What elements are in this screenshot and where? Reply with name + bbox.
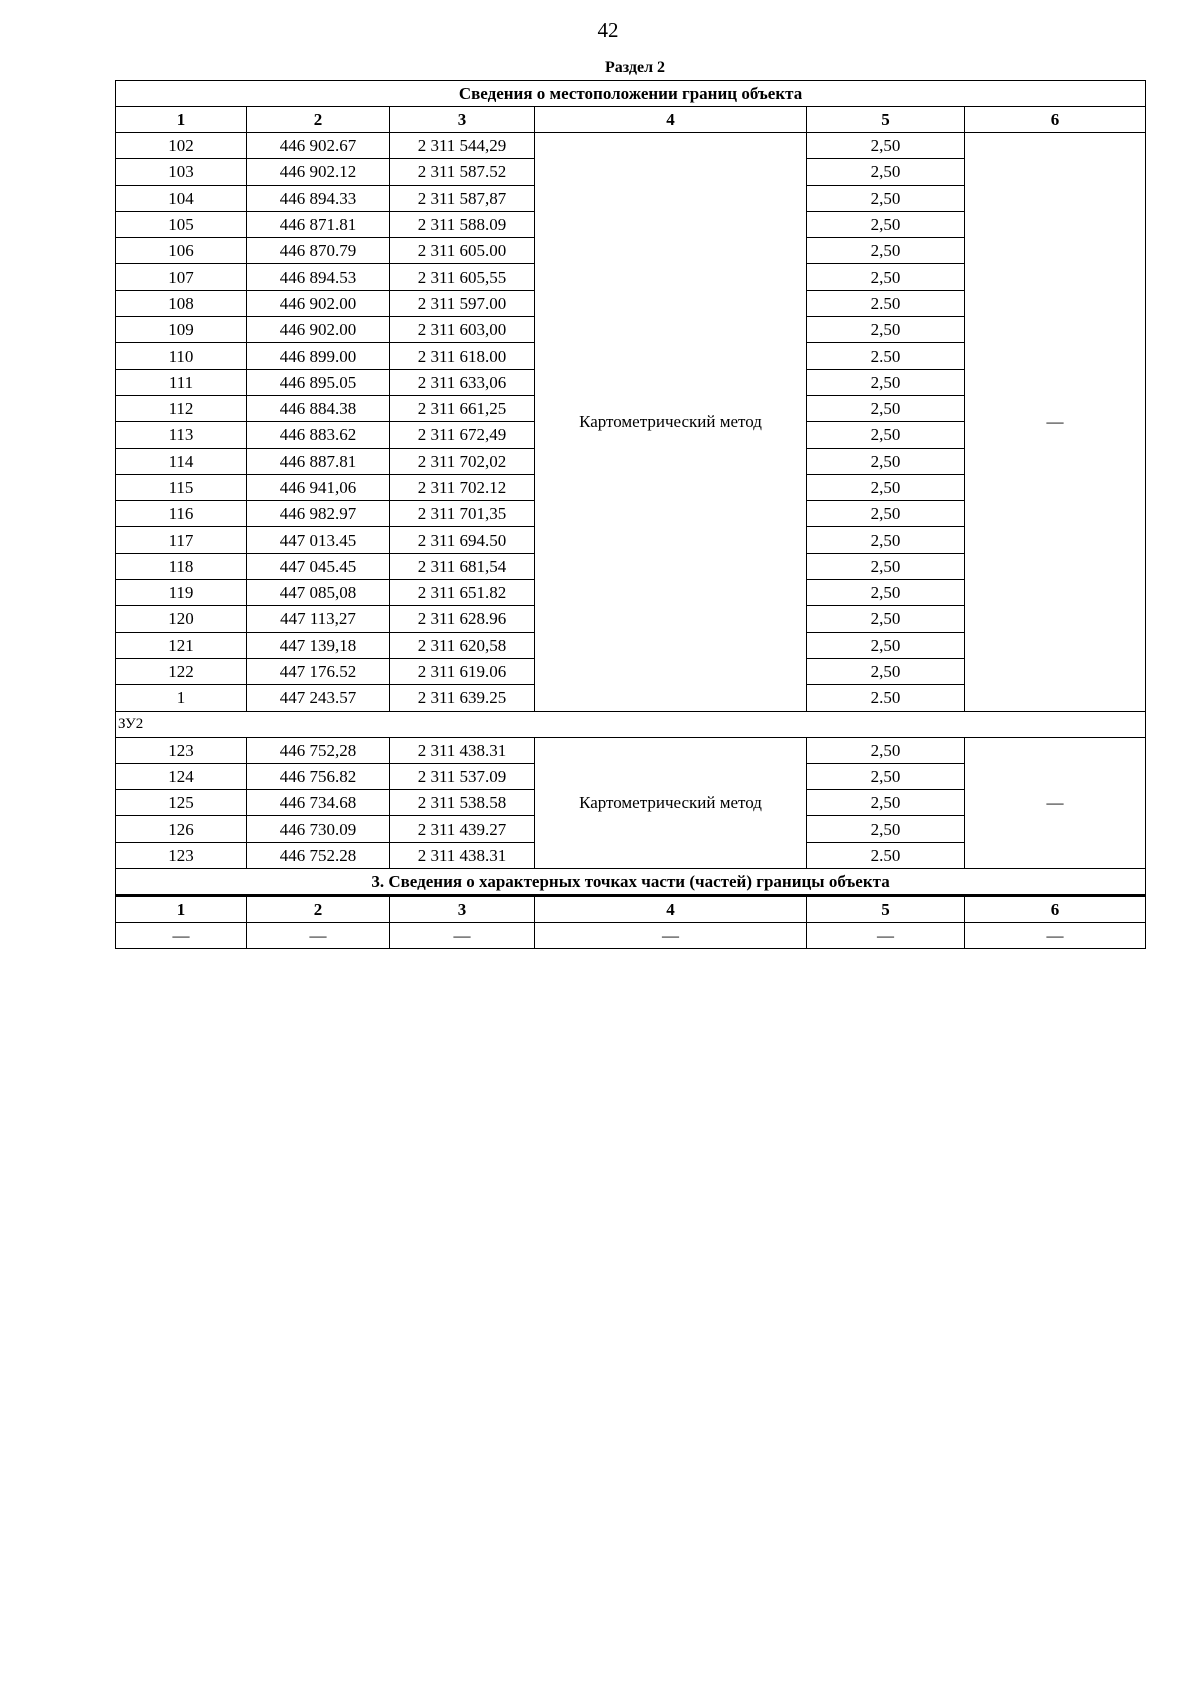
y-coordinate-cell: 2 311 620,58 <box>390 632 535 658</box>
accuracy-cell: 2,50 <box>807 474 965 500</box>
y-coordinate-cell: 2 311 702.12 <box>390 474 535 500</box>
accuracy-cell: 2,50 <box>807 317 965 343</box>
y-coordinate-cell: 2 311 597.00 <box>390 290 535 316</box>
point-number-cell: 112 <box>116 395 247 421</box>
method-cell: Картометрический метод <box>535 737 807 868</box>
x-coordinate-cell: 446 982.97 <box>247 501 390 527</box>
empty-cell: — <box>247 923 390 949</box>
x-coordinate-cell: 447 085,08 <box>247 580 390 606</box>
column-number: 4 <box>535 896 807 923</box>
point-number-cell: 116 <box>116 501 247 527</box>
point-number-cell: 1 <box>116 685 247 711</box>
point-number-cell: 122 <box>116 658 247 684</box>
section-title: Раздел 2 <box>604 59 666 76</box>
y-coordinate-cell: 2 311 587,87 <box>390 185 535 211</box>
x-coordinate-cell: 446 871.81 <box>247 211 390 237</box>
y-coordinate-cell: 2 311 681,54 <box>390 553 535 579</box>
y-coordinate-cell: 2 311 661,25 <box>390 395 535 421</box>
y-coordinate-cell: 2 311 702,02 <box>390 448 535 474</box>
accuracy-cell: 2,50 <box>807 553 965 579</box>
column-number: 6 <box>965 896 1146 923</box>
column-number-row <box>116 107 1146 133</box>
y-coordinate-cell: 2 311 538.58 <box>390 790 535 816</box>
y-coordinate-cell: 2 311 672,49 <box>390 422 535 448</box>
column-number: 1 <box>116 107 247 133</box>
point-number-cell: 121 <box>116 632 247 658</box>
empty-cell: — <box>116 923 247 949</box>
point-number-cell: 118 <box>116 553 247 579</box>
x-coordinate-cell: 446 895.05 <box>247 369 390 395</box>
x-coordinate-cell: 446 941,06 <box>247 474 390 500</box>
section3-caption-row <box>116 869 1146 896</box>
section3-caption: 3. Сведения о характерных точках части (частей) границы объекта <box>116 869 1146 896</box>
accuracy-cell: 2,50 <box>807 369 965 395</box>
point-number-cell: 113 <box>116 422 247 448</box>
point-number-cell: 106 <box>116 238 247 264</box>
accuracy-cell: 2,50 <box>807 395 965 421</box>
accuracy-cell: 2,50 <box>807 238 965 264</box>
accuracy-cell: 2,50 <box>807 790 965 816</box>
point-number-cell: 111 <box>116 369 247 395</box>
y-coordinate-cell: 2 311 544,29 <box>390 133 535 159</box>
accuracy-cell: 2,50 <box>807 448 965 474</box>
accuracy-cell: 2,50 <box>807 422 965 448</box>
x-coordinate-cell: 447 045.45 <box>247 553 390 579</box>
caption-row <box>116 81 1146 107</box>
accuracy-cell: 2,50 <box>807 580 965 606</box>
x-coordinate-cell: 446 902.00 <box>247 290 390 316</box>
x-coordinate-cell: 446 902.67 <box>247 133 390 159</box>
y-coordinate-cell: 2 311 605.00 <box>390 238 535 264</box>
y-coordinate-cell: 2 311 628.96 <box>390 606 535 632</box>
method-cell: Картометрический метод <box>535 133 807 712</box>
accuracy-cell: 2,50 <box>807 264 965 290</box>
point-number-cell: 125 <box>116 790 247 816</box>
boundary-table <box>115 80 1146 949</box>
point-number-cell: 109 <box>116 317 247 343</box>
x-coordinate-cell: 446 870.79 <box>247 238 390 264</box>
accuracy-cell: 2,50 <box>807 159 965 185</box>
point-number-cell: 126 <box>116 816 247 842</box>
accuracy-cell: 2,50 <box>807 133 965 159</box>
description-cell: — <box>965 737 1146 868</box>
y-coordinate-cell: 2 311 639.25 <box>390 685 535 711</box>
point-number-cell: 108 <box>116 290 247 316</box>
y-coordinate-cell: 2 311 439.27 <box>390 816 535 842</box>
x-coordinate-cell: 447 243.57 <box>247 685 390 711</box>
y-coordinate-cell: 2 311 633,06 <box>390 369 535 395</box>
empty-cell: — <box>965 923 1146 949</box>
column-number: 6 <box>965 107 1146 133</box>
x-coordinate-cell: 446 884.38 <box>247 395 390 421</box>
x-coordinate-cell: 446 752.28 <box>247 842 390 868</box>
table-row <box>116 737 1146 763</box>
point-number-cell: 117 <box>116 527 247 553</box>
empty-cell: — <box>535 923 807 949</box>
page-number: 42 <box>597 18 619 42</box>
point-number-cell: 123 <box>116 842 247 868</box>
point-number-cell: 124 <box>116 763 247 789</box>
empty-cell: — <box>807 923 965 949</box>
group-label: ЗУ2 <box>116 711 1146 737</box>
y-coordinate-cell: 2 311 651.82 <box>390 580 535 606</box>
accuracy-cell: 2,50 <box>807 211 965 237</box>
point-number-cell: 120 <box>116 606 247 632</box>
x-coordinate-cell: 446 902.12 <box>247 159 390 185</box>
x-coordinate-cell: 446 894.53 <box>247 264 390 290</box>
accuracy-cell: 2.50 <box>807 343 965 369</box>
x-coordinate-cell: 447 013.45 <box>247 527 390 553</box>
point-number-cell: 107 <box>116 264 247 290</box>
accuracy-cell: 2,50 <box>807 527 965 553</box>
accuracy-cell: 2,50 <box>807 816 965 842</box>
x-coordinate-cell: 446 883.62 <box>247 422 390 448</box>
y-coordinate-cell: 2 311 701,35 <box>390 501 535 527</box>
y-coordinate-cell: 2 311 438.31 <box>390 842 535 868</box>
accuracy-cell: 2,50 <box>807 606 965 632</box>
point-number-cell: 110 <box>116 343 247 369</box>
x-coordinate-cell: 446 899.00 <box>247 343 390 369</box>
accuracy-cell: 2,50 <box>807 185 965 211</box>
point-number-cell: 123 <box>116 737 247 763</box>
y-coordinate-cell: 2 311 694.50 <box>390 527 535 553</box>
y-coordinate-cell: 2 311 438.31 <box>390 737 535 763</box>
point-number-cell: 114 <box>116 448 247 474</box>
y-coordinate-cell: 2 311 587.52 <box>390 159 535 185</box>
point-number-cell: 119 <box>116 580 247 606</box>
column-number: 2 <box>247 107 390 133</box>
x-coordinate-cell: 446 902.00 <box>247 317 390 343</box>
x-coordinate-cell: 446 887.81 <box>247 448 390 474</box>
group-row <box>116 711 1146 737</box>
column-number: 3 <box>390 896 535 923</box>
table-row <box>116 923 1146 949</box>
description-cell: — <box>965 133 1146 712</box>
column-number: 1 <box>116 896 247 923</box>
point-number-cell: 115 <box>116 474 247 500</box>
empty-cell: — <box>390 923 535 949</box>
column-number: 3 <box>390 107 535 133</box>
accuracy-cell: 2,50 <box>807 763 965 789</box>
column-number: 2 <box>247 896 390 923</box>
column-number: 5 <box>807 107 965 133</box>
x-coordinate-cell: 447 176.52 <box>247 658 390 684</box>
y-coordinate-cell: 2 311 603,00 <box>390 317 535 343</box>
y-coordinate-cell: 2 311 619.06 <box>390 658 535 684</box>
column-number: 5 <box>807 896 965 923</box>
x-coordinate-cell: 446 730.09 <box>247 816 390 842</box>
x-coordinate-cell: 446 752,28 <box>247 737 390 763</box>
accuracy-cell: 2,50 <box>807 501 965 527</box>
table-body <box>116 81 1146 949</box>
x-coordinate-cell: 447 139,18 <box>247 632 390 658</box>
column-number-row <box>116 896 1146 923</box>
point-number-cell: 102 <box>116 133 247 159</box>
column-number: 4 <box>535 107 807 133</box>
accuracy-cell: 2,50 <box>807 632 965 658</box>
x-coordinate-cell: 447 113,27 <box>247 606 390 632</box>
accuracy-cell: 2.50 <box>807 290 965 316</box>
accuracy-cell: 2.50 <box>807 685 965 711</box>
x-coordinate-cell: 446 894.33 <box>247 185 390 211</box>
x-coordinate-cell: 446 756.82 <box>247 763 390 789</box>
y-coordinate-cell: 2 311 588.09 <box>390 211 535 237</box>
accuracy-cell: 2,50 <box>807 658 965 684</box>
point-number-cell: 103 <box>116 159 247 185</box>
accuracy-cell: 2.50 <box>807 842 965 868</box>
y-coordinate-cell: 2 311 618.00 <box>390 343 535 369</box>
point-number-cell: 104 <box>116 185 247 211</box>
point-number-cell: 105 <box>116 211 247 237</box>
y-coordinate-cell: 2 311 605,55 <box>390 264 535 290</box>
accuracy-cell: 2,50 <box>807 737 965 763</box>
y-coordinate-cell: 2 311 537.09 <box>390 763 535 789</box>
x-coordinate-cell: 446 734.68 <box>247 790 390 816</box>
table-caption: Сведения о местоположении границ объекта <box>116 81 1146 107</box>
table-row <box>116 133 1146 159</box>
